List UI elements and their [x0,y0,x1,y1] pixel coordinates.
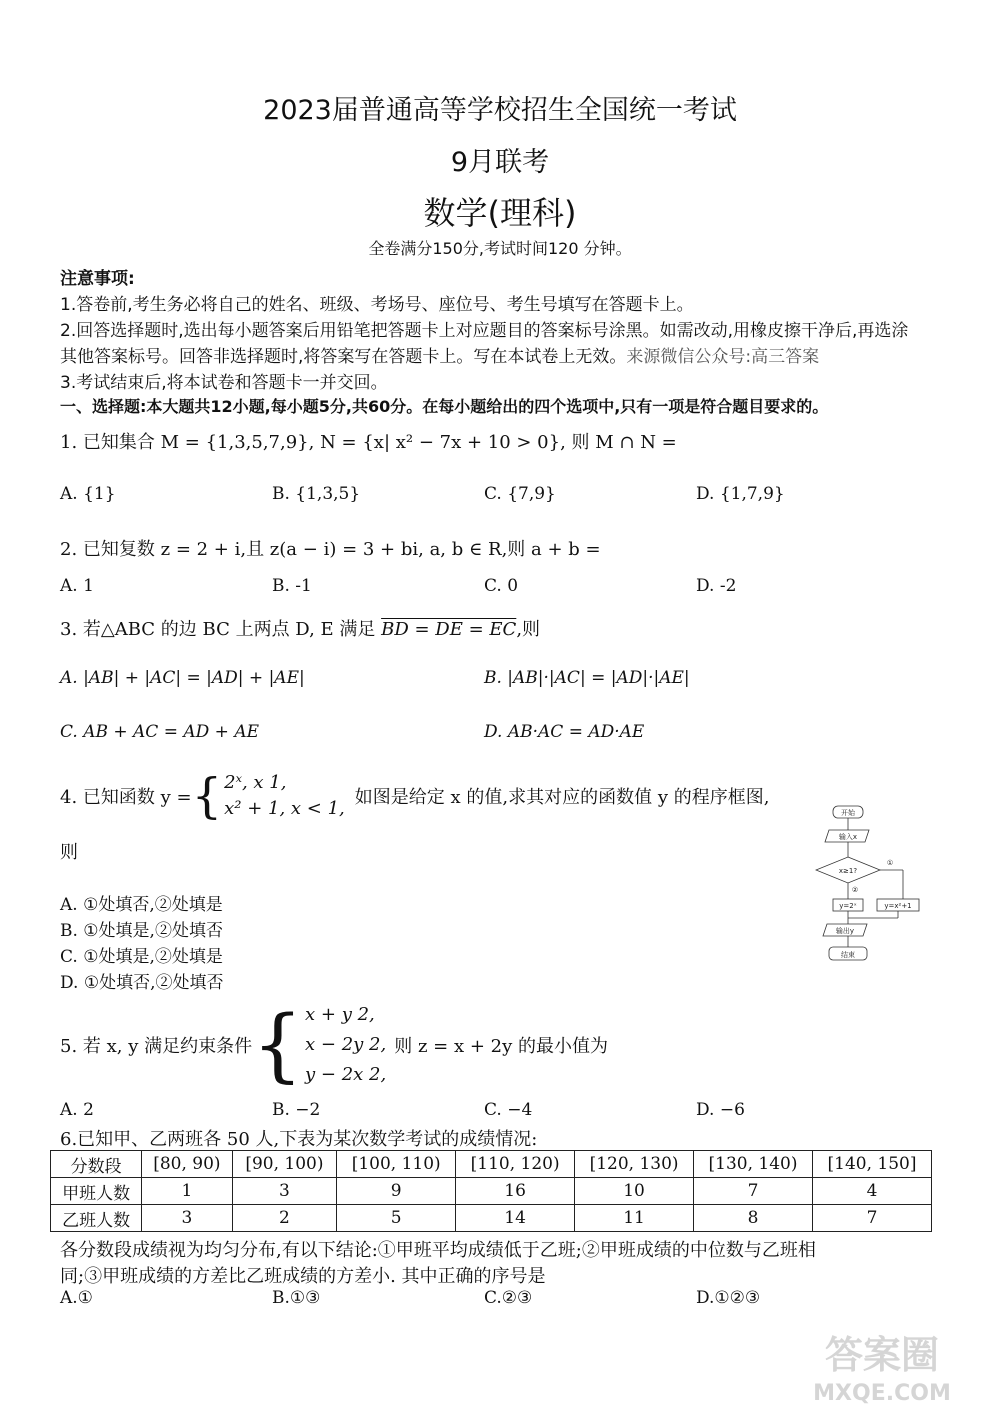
table-header-cell: [140, 150] [812,1151,931,1178]
score-table [50,1150,932,1232]
table-cell: 5 [337,1205,456,1232]
table-header-cell: [110, 120) [456,1151,575,1178]
q3-option-b: B. |AB|·|AC| = |AD|·|AE| [484,668,690,688]
q6-desc-2: 同;③甲班成绩的方差比乙班成绩的方差小. 其中正确的序号是 [60,1266,546,1287]
table-cell: 3 [142,1205,232,1232]
q5-constraint-1: x + y 2, [305,1004,375,1025]
table-header-cell: [120, 130) [575,1151,694,1178]
table-cell: 7 [694,1178,813,1205]
table-cell: 甲班人数 [51,1178,142,1205]
q5-brace: { [252,998,304,1091]
table-cell: 1 [142,1178,232,1205]
q1-option-a: A. {1} [60,484,116,504]
q2-option-a: A. 1 [60,576,94,596]
q4-then: 则 [60,842,78,863]
flow-end: 结束 [841,951,855,959]
flow-mark-1: ① [886,859,894,867]
note-1: 1.答卷前,考生务必将自己的姓名、班级、考场号、座位号、考生号填写在答题卡上。 [60,295,694,315]
exam-title: 2023届普通高等学校招生全国统一考试 [263,95,737,126]
question-6: 6.已知甲、乙两班各 50 人,下表为某次数学考试的成绩情况: [60,1129,538,1150]
q1-option-c: C. {7,9} [484,484,556,504]
q5-option-d: D. −6 [696,1100,745,1120]
notes-heading: 注意事项: [60,269,135,289]
table-cell: 7 [812,1205,931,1232]
q4-option-b: B. ①处填是,②处填否 [60,921,223,941]
source-note: 来源微信公众号:高三答案 [626,347,820,367]
q3-option-a: A. |AB| + |AC| = |AD| + |AE| [60,668,305,688]
question-2: 2. 已知复数 z = 2 + i,且 z(a − i) = 3 + bi, a, b ∈ R,则 a + b = [60,539,601,560]
table-cell: 10 [575,1178,694,1205]
q4-option-c: C. ①处填是,②处填是 [60,947,223,967]
flow-start: 开始 [841,809,855,817]
q4-option-a: A. ①处填否,②处填是 [60,895,223,915]
watermark-top: 答案圈 [824,1333,940,1377]
note-2a: 2.回答选择题时,选出每小题答案后用铅笔把答题卡上对应题目的答案标号涂黑。如需改动,用橡皮擦干净后,再选涂 [60,321,909,341]
q5-option-a: A. 2 [60,1100,94,1120]
q3-option-d: D. AB·AC = AD·AE [484,722,645,742]
table-header-cell: [90, 100) [232,1151,337,1178]
table-cell: 2 [232,1205,337,1232]
watermark-bottom: MXQE.COM [813,1381,951,1406]
table-cell: 9 [337,1178,456,1205]
watermark-logo [782,1326,982,1406]
q4-case-2: x² + 1, x < 1, [224,798,345,819]
q6-option-a: A.① [60,1288,93,1308]
flow-output: 输出y [835,927,855,935]
table-cell: 乙班人数 [51,1205,142,1232]
q1-option-b: B. {1,3,5} [272,484,361,504]
flow-y2: y=x²+1 [884,902,912,910]
subject-title: 数学(理科) [423,194,577,232]
section-heading: 一、选择题:本大题共12小题,每小题5分,共60分。在每小题给出的四个选项中,只有一项是符合题目要求的。 [60,397,829,416]
q5-constraint-3: y − 2x 2, [305,1064,387,1085]
q2-option-c: C. 0 [484,576,519,596]
q4-option-d: D. ①处填否,②处填否 [60,973,224,993]
table-header-cell: 分数段 [51,1151,142,1178]
flowchart [815,802,920,964]
flow-y1: y=2ˣ [839,902,857,910]
q2-option-d: D. -2 [696,576,737,596]
table-cell: 8 [694,1205,813,1232]
question-4: 4. 已知函数 y = { 2ˣ, x 1, x² + 1, x < 1, 如图是给定 x 的值,求其对应的函数值 y 的程序框图, [60,768,770,824]
table-row [51,1205,932,1232]
q6-desc-1: 各分数段成绩视为均匀分布,有以下结论:①甲班平均成绩低于乙班;②甲班成绩的中位数与乙班相 [60,1240,816,1261]
note-2b: 其他答案标号。回答非选择题时,将答案写在答题卡上。写在本试卷上无效。来源微信公众号:高三答案 [60,347,820,367]
table-cell: 16 [456,1178,575,1205]
q1-option-d: D. {1,7,9} [696,484,785,504]
table-header-cell: [80, 90) [142,1151,232,1178]
q5-option-c: C. −4 [484,1100,533,1120]
q4-case-1: 2ˣ, x 1, [224,772,287,793]
table-header-row [51,1151,932,1178]
note-3: 3.考试结束后,将本试卷和答题卡一并交回。 [60,373,388,393]
q6-option-d: D.①②③ [696,1288,761,1308]
q2-option-b: B. -1 [272,576,312,596]
exam-subtitle-month: 9月联考 [450,147,550,178]
flow-mark-2: ② [851,886,859,894]
question-5: 5. 若 x, y 满足约束条件 { x + y 2, x − 2y 2, y − 2x 2, 则 z = x + 2y 的最小值为 [60,998,608,1091]
q3-vector-condition: BD = DE = EC [381,619,517,640]
q5-constraint-2: x − 2y 2, [305,1034,387,1055]
table-cell: 4 [812,1178,931,1205]
q3-option-c: C. AB + AC = AD + AE [60,722,260,742]
exam-info: 全卷满分150分,考试时间120 分钟。 [368,239,632,258]
q4-brace: { [191,768,223,824]
table-cell: 14 [456,1205,575,1232]
flow-condition: x≥1? [838,867,858,875]
table-header-cell: [130, 140) [694,1151,813,1178]
question-3: 3. 若△ABC 的边 BC 上两点 D, E 满足 BD = DE = EC,则 [60,619,541,640]
q6-option-b: B.①③ [272,1288,321,1308]
q5-option-b: B. −2 [272,1100,321,1120]
table-cell: 3 [232,1178,337,1205]
table-row [51,1178,932,1205]
question-1: 1. 已知集合 M = {1,3,5,7,9}, N = {x| x² − 7x + 10 > 0}, 则 M ∩ N = [60,432,677,453]
table-cell: 11 [575,1205,694,1232]
table-header-cell: [100, 110) [337,1151,456,1178]
q6-option-c: C.②③ [484,1288,533,1308]
flow-input: 输入x [838,833,858,841]
